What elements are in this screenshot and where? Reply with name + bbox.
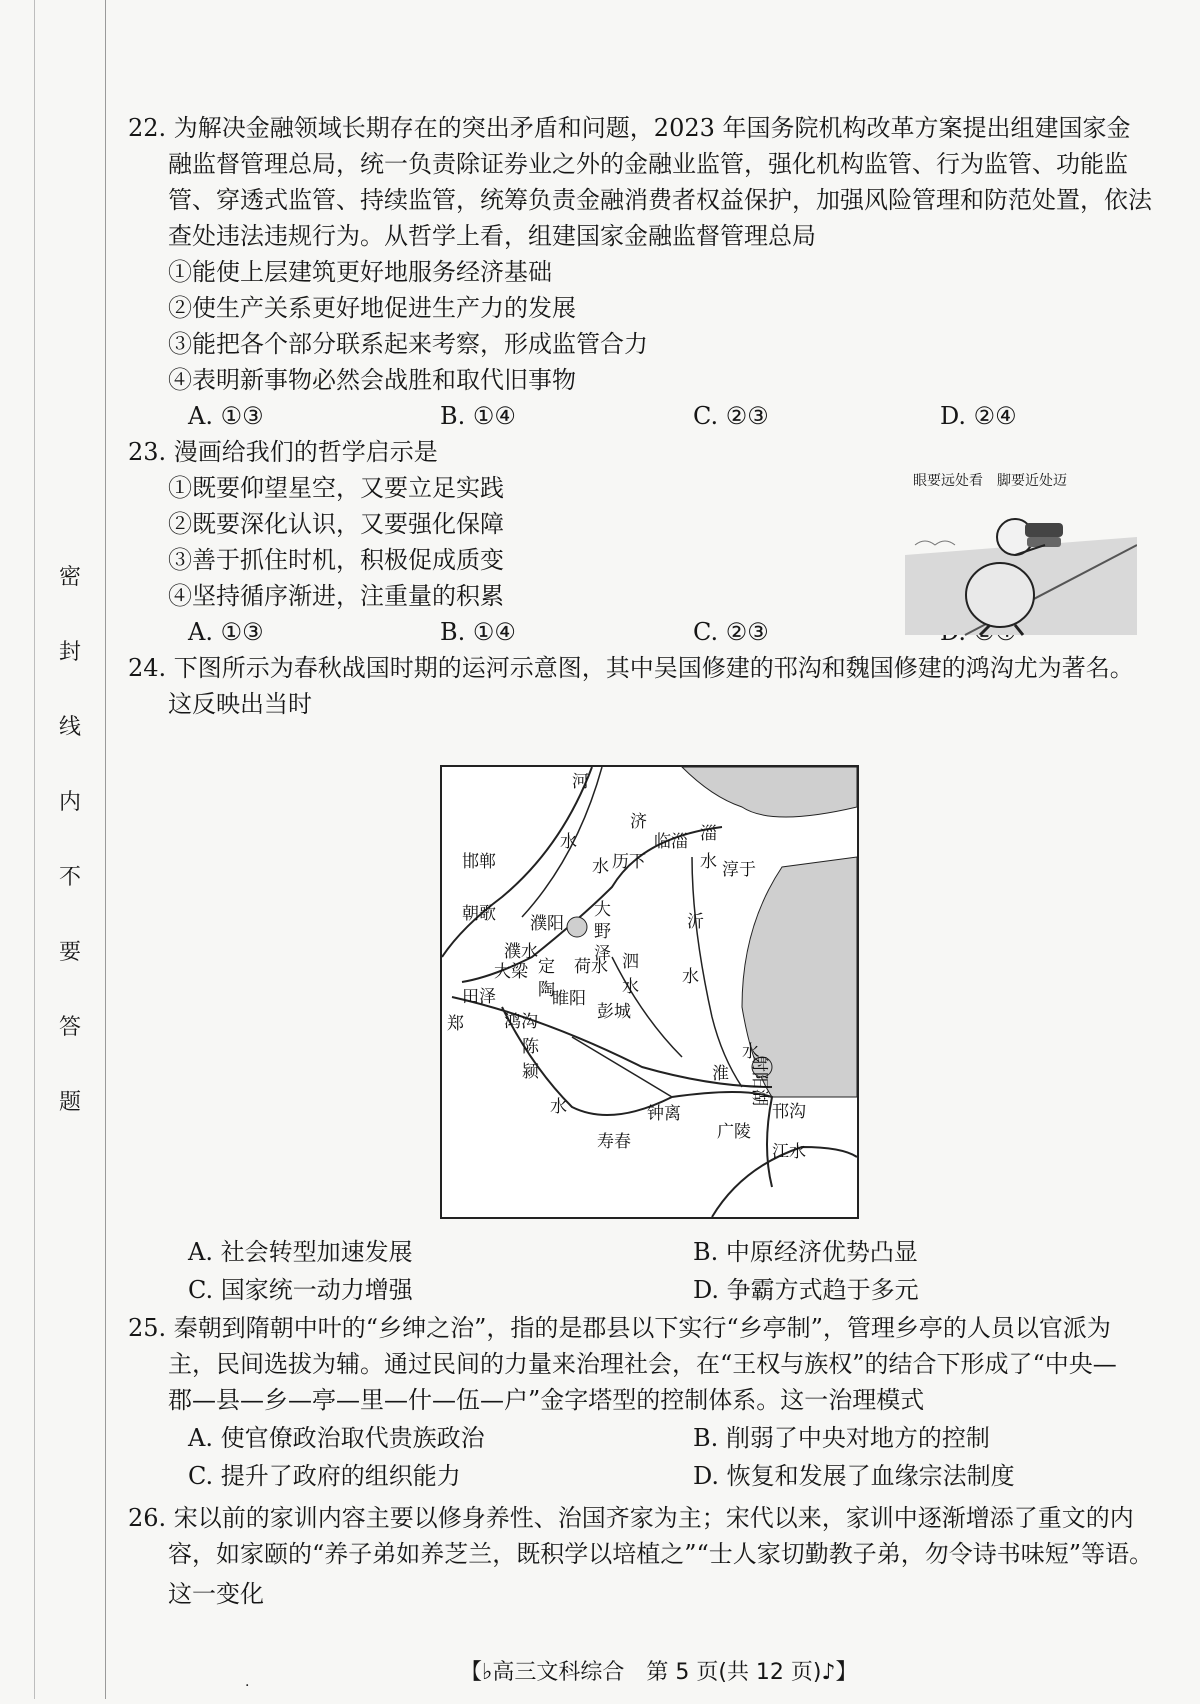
map-label: 野	[594, 922, 611, 942]
map-label: 濮水	[504, 942, 538, 962]
q22-option-b[interactable]: B. ①④	[440, 402, 516, 430]
q24-stem-line: 这反映出当时	[168, 690, 312, 718]
q24-option-c[interactable]: C. 国家统一动力增强	[188, 1276, 413, 1304]
map-label: 临淄	[654, 832, 688, 852]
q24-option-d[interactable]: D. 争霸方式趋于多元	[693, 1276, 919, 1304]
map-label: 大	[594, 900, 611, 920]
map-label: 邯郸	[462, 852, 496, 872]
q23-option-b[interactable]: B. ①④	[440, 618, 516, 646]
map-label: 淄	[700, 824, 717, 844]
q23-item: ②既要深化认识，又要强化保障	[168, 510, 504, 538]
map-label: 泗	[622, 952, 639, 972]
canal-map-drawing	[442, 767, 857, 1217]
map-label: 水	[560, 832, 577, 852]
q22-stem-line: 融监督管理总局，统一负责除证券业之外的金融业监管，强化机构监管、行为监管、功能监	[168, 150, 1128, 178]
map-label: 淮	[712, 1064, 729, 1084]
map-label: 沂	[687, 912, 704, 932]
q22-item: ②使生产关系更好地促进生产力的发展	[168, 294, 576, 322]
q22-item: ①能使上层建筑更好地服务经济基础	[168, 258, 552, 286]
map-label: 射阳湖	[749, 1055, 769, 1106]
q23-option-a[interactable]: A. ①③	[188, 618, 264, 646]
map-label: 泽	[594, 944, 611, 964]
q23-item: ④坚持循序渐进，注重量的积累	[168, 582, 504, 610]
q25-option-d[interactable]: D. 恢复和发展了血缘宗法制度	[693, 1462, 1015, 1490]
q22-option-d[interactable]: D. ②④	[940, 402, 1017, 430]
q25-option-a[interactable]: A. 使官僚政治取代贵族政治	[188, 1424, 485, 1452]
q22-stem-line: 22. 为解决金融领域长期存在的突出矛盾和问题，2023 年国务院机构改革方案提出组建国家金	[128, 114, 1131, 142]
map-label: 朝歌	[462, 904, 496, 924]
seal-char: 密	[58, 565, 81, 590]
q22-stem-line: 管、穿透式监管、持续监管，统筹负责金融消费者权益保护，加强风险管理和防范处置，依法	[168, 186, 1152, 214]
footer-dot: ·	[245, 1678, 250, 1694]
q22-item: ③能把各个部分联系起来考察，形成监管合力	[168, 330, 648, 358]
q25-stem-line: 郡—县—乡—亭—里—什—伍—户”金字塔型的控制体系。这一治理模式	[168, 1386, 925, 1414]
map-label: 水	[550, 1097, 567, 1117]
map-label: 寿春	[597, 1132, 631, 1152]
map-label: 水	[592, 857, 609, 877]
map-label: 邗沟	[772, 1102, 806, 1122]
map-label: 濮阳	[530, 914, 564, 934]
q22-item: ④表明新事物必然会战胜和取代旧事物	[168, 366, 576, 394]
map-label: 鸿沟	[504, 1012, 538, 1032]
map-label: 睢阳	[552, 989, 586, 1009]
seal-char: 答	[58, 1015, 81, 1040]
q22-option-c[interactable]: C. ②③	[693, 402, 769, 430]
q26-stem-line: 这一变化	[168, 1580, 264, 1608]
seal-char: 要	[58, 940, 81, 965]
seal-char: 内	[58, 790, 81, 815]
seal-char: 题	[58, 1090, 81, 1115]
q25-option-b[interactable]: B. 削弱了中央对地方的控制	[693, 1424, 990, 1452]
canal-map	[440, 765, 859, 1219]
q26-stem-line: 26. 宋以前的家训内容主要以修身养性、治国齐家为主；宋代以来，家训中逐渐增添了重文的内	[128, 1504, 1134, 1532]
map-label: 水	[700, 852, 717, 872]
map-label: 颍	[522, 1062, 539, 1082]
map-label: 水	[622, 977, 639, 997]
map-label: 荷水	[574, 957, 608, 977]
q25-stem-line: 25. 秦朝到隋朝中叶的“乡绅之治”，指的是郡县以下实行“乡亭制”，管理乡亭的人员以官派为	[128, 1314, 1111, 1342]
map-label: 大梁	[494, 962, 528, 982]
q24-option-b[interactable]: B. 中原经济优势凸显	[693, 1238, 918, 1266]
page-footer: 【♭高三文科综合 第 5 页(共 12 页)♪】	[460, 1660, 858, 1685]
cartoon-drawing	[905, 485, 1137, 645]
cartoon-figure	[905, 463, 1137, 643]
q24-stem-line: 24. 下图所示为春秋战国时期的运河示意图，其中吴国修建的邗沟和魏国修建的鸿沟尤为著名。	[128, 654, 1134, 682]
map-label: 水	[682, 967, 699, 987]
map-label: 河	[572, 772, 589, 792]
q23-item: ①既要仰望星空，又要立足实践	[168, 474, 504, 502]
seal-char: 封	[58, 640, 81, 665]
map-label: 田泽	[462, 987, 496, 1007]
q23-stem: 23. 漫画给我们的哲学启示是	[128, 438, 438, 466]
map-label: 江水	[772, 1142, 806, 1162]
map-label: 广陵	[717, 1122, 751, 1142]
map-label: 淳于	[722, 860, 756, 880]
q22-option-a[interactable]: A. ①③	[188, 402, 264, 430]
map-label: 郑	[447, 1014, 464, 1034]
q25-stem-line: 主，民间选拔为辅。通过民间的力量来治理社会，在“王权与族权”的结合下形成了“中央—	[168, 1350, 1117, 1378]
cartoon-caption: 眼要远处看 脚要近处迈	[913, 473, 1067, 489]
map-label: 历下	[612, 852, 646, 872]
q23-option-c[interactable]: C. ②③	[693, 618, 769, 646]
map-label: 定	[538, 957, 555, 977]
map-label: 陈	[522, 1037, 539, 1057]
map-label: 彭城	[597, 1002, 631, 1022]
seal-char: 线	[58, 715, 81, 740]
q26-stem-line: 容，如家颐的“养子弟如养芝兰，既积学以培植之”“士人家切勤教子弟，勿令诗书味短”等语。	[168, 1540, 1154, 1568]
map-label: 济	[630, 812, 647, 832]
map-label: 水	[742, 1042, 759, 1062]
map-label: 钟离	[647, 1104, 681, 1124]
seal-char: 不	[58, 865, 81, 890]
map-label: 陶	[538, 980, 555, 1000]
q24-option-a[interactable]: A. 社会转型加速发展	[188, 1238, 413, 1266]
q25-option-c[interactable]: C. 提升了政府的组织能力	[188, 1462, 461, 1490]
q23-item: ③善于抓住时机，积极促成质变	[168, 546, 504, 574]
q22-stem-line: 查处违法违规行为。从哲学上看，组建国家金融监督管理总局	[168, 222, 816, 250]
